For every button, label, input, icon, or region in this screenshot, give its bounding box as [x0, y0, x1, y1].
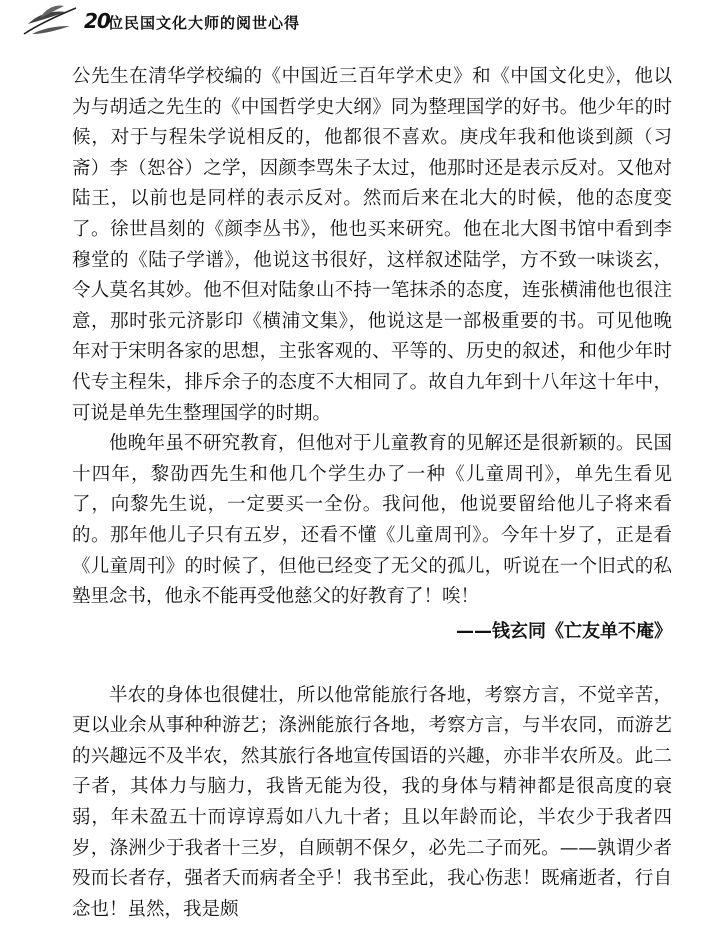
paragraph-3: 半农的身体也很健壮，所以他常能旅行各地，考察方言，不觉辛苦，更以业余从事种种游艺；涤洲能旅行各地，考察方言，与半农同，而游艺的兴趣远不及半农，然其旅行各地宣传国语的兴趣，亦非半农所及。此二子者，其体力与脑力，我皆无能为役，我的身体与精神都是很高度的衰弱，年未盈五十而谆谆焉如八九十者；且以年龄而论，半农少于我者四岁，涤洲少于我者十三岁，自顾朝不保夕，必先二子而死。——孰谓少者殁而长者存，强者夭而病者全乎！我书至此，我心伤悲！既痛逝者，行自念也！虽然，我是颇 — [72, 684, 672, 920]
header-book-number: 20 — [84, 9, 110, 33]
header-book-title: 位民国文化大师的阅世心得 — [108, 14, 301, 32]
page-body — [72, 62, 672, 925]
attribution: ——钱玄同《亡友单不庵》 — [456, 620, 672, 642]
paragraph-1: 公先生在清华学校编的《中国近三百年学术史》和《中国文化史》，他以为与胡适之先生的《中国哲学史大纲》同为整理国学的好书。他少年的时候，对于与程朱学说相反的，他都很不喜欢。庚戌年我和他谈到颜（习斋）李（恕谷）之学，因颜李骂朱子太过，他那时还是表示反对。又他对陆王，以前也是同样的表示反对。然而后来在北大的时候，他的态度变了。徐世昌刻的《颜李丛书》，他也买来研究。他在北大图书馆中看到李穆堂的《陆子学谱》，他说这书很好，这样叙述陆学，方不致一味谈玄，令人莫名其妙。他不但对陆象山不持一笔抹杀的态度，连张横浦他也很注意，那时张元济影印《横浦文集》，他说这是一部极重要的书。可见他晚年对于宋明各家的思想，主张客观的、平等的、历史的叙述，和他少年时代专主程朱，排斥余子的态度不大相同了。故自九年到十八年这十年中，可说是单先生整理国学的时期。 — [72, 66, 672, 424]
page-header — [0, 0, 720, 44]
bamboo-leaf-icon — [22, 4, 78, 38]
section-gap — [72, 647, 672, 681]
paragraph-2: 他晚年虽不研究教育，但他对于儿童教育的见解还是很新颖的。民国十四年，黎劭西先生和他几个学生办了一种《儿童周刊》，单先生看见了，向黎先生说，一定要买一全份。我问他，他说要留给他儿子将来看的。那年他儿子只有五岁，还看不懂《儿童周刊》。今年十岁了，正是看《儿童周刊》的时候了，但他已经变了无父的孤儿，听说在一个旧式的私塾里念书，他永不能再受他慈父的好教育了！唉！ — [72, 433, 672, 608]
